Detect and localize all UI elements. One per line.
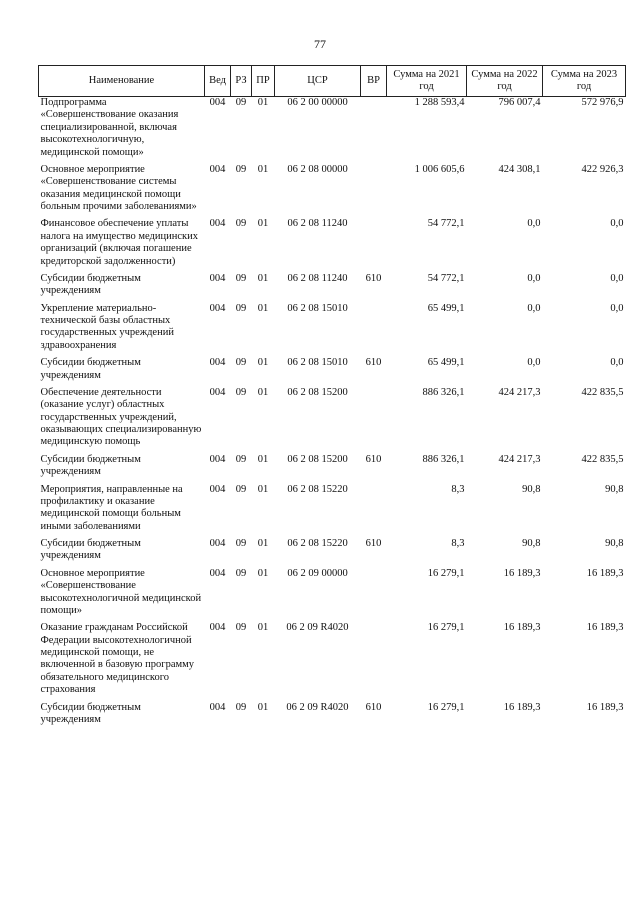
cell-rz: 09: [235, 483, 247, 495]
header-vr: ВР: [361, 66, 387, 97]
cell-sum-2023: 422 835,5: [581, 386, 624, 398]
cell-ved: 004: [209, 218, 226, 230]
cell-sum-2022: 424 308,1: [498, 163, 541, 175]
cell-rz: 09: [235, 272, 247, 284]
header-pr: ПР: [252, 66, 275, 97]
cell-sum-2021: 54 772,1: [427, 272, 465, 284]
cell-pr: 01: [257, 483, 269, 495]
cell-sum-2022: 0,0: [527, 302, 541, 314]
cell-csr: 06 2 00 00000: [287, 97, 348, 108]
cell-rz: 09: [235, 302, 247, 314]
cell-pr: 01: [257, 97, 269, 108]
cell-sum-2023: 0,0: [610, 218, 624, 230]
cell-ved: 004: [209, 567, 226, 579]
cell-vr: [361, 218, 387, 273]
cell-sum-2023: 422 835,5: [581, 453, 624, 465]
cell-vr: [361, 164, 387, 219]
cell-ved: 004: [209, 453, 226, 465]
cell-name: Субсидии бюджетным учреждениям: [40, 701, 141, 725]
cell-rz: 09: [235, 622, 247, 634]
cell-rz: 09: [235, 386, 247, 398]
cell-pr: 01: [257, 386, 269, 398]
table-row: [39, 484, 626, 539]
cell-sum-2023: 90,8: [605, 483, 624, 495]
header-name: Наименование: [39, 66, 205, 97]
cell-pr: 01: [257, 302, 269, 314]
cell-sum-2022: 424 217,3: [498, 453, 541, 465]
cell-name: Подпрограмма «Совершенствование оказания специализированной, включая высокотехнологичную, медицинской помощи»: [40, 97, 179, 158]
cell-sum-2022: 424 217,3: [498, 386, 541, 398]
table-row: [39, 454, 626, 484]
cell-sum-2021: 8,3: [451, 483, 465, 495]
cell-vr: [361, 387, 387, 454]
cell-ved: 004: [209, 386, 226, 398]
cell-ved: 004: [209, 622, 226, 634]
header-csr: ЦСР: [275, 66, 361, 97]
table-row: [39, 568, 626, 623]
cell-ved: 004: [209, 701, 226, 713]
cell-rz: 09: [235, 357, 247, 369]
cell-rz: 09: [235, 97, 247, 108]
cell-csr: 06 2 09 R4020: [286, 622, 349, 634]
page-number: 77: [314, 37, 326, 51]
cell-csr: 06 2 08 15010: [287, 302, 348, 314]
cell-sum-2022: 0,0: [527, 272, 541, 284]
cell-ved: 004: [209, 538, 226, 549]
cell-ved: 004: [209, 357, 226, 369]
cell-pr: 01: [257, 538, 269, 549]
cell-csr: 06 2 09 R4020: [286, 701, 349, 713]
cell-sum-2021: 1 288 593,4: [414, 97, 465, 108]
cell-name: Субсидии бюджетным учреждениям: [40, 272, 141, 297]
table-row: [39, 538, 626, 568]
cell-vr: 610: [365, 701, 382, 713]
cell-pr: 01: [257, 622, 269, 634]
header-sum-2021: Сумма на 2021 год: [387, 66, 467, 97]
cell-name: Субсидии бюджетным учреждениям: [40, 453, 141, 478]
header-ved: Вед: [205, 66, 231, 97]
cell-csr: 06 2 08 11240: [287, 272, 348, 284]
cell-pr: 01: [257, 272, 269, 284]
cell-name: Субсидии бюджетным учреждениям: [40, 538, 141, 562]
cell-sum-2022: 90,8: [522, 483, 541, 495]
cell-sum-2021: 16 279,1: [427, 701, 465, 713]
cell-sum-2021: 8,3: [451, 538, 465, 549]
cell-ved: 004: [209, 163, 226, 175]
table-row: [39, 164, 626, 219]
cell-sum-2023: 0,0: [610, 302, 624, 314]
cell-vr: 610: [365, 538, 382, 549]
cell-sum-2023: 0,0: [610, 357, 624, 369]
cell-pr: 01: [257, 453, 269, 465]
cell-vr: 610: [365, 453, 382, 465]
cell-sum-2021: 65 499,1: [427, 357, 465, 369]
cell-vr: [361, 622, 387, 701]
cell-sum-2021: 886 326,1: [422, 453, 465, 465]
cell-sum-2021: 16 279,1: [427, 622, 465, 634]
cell-csr: 06 2 08 15220: [287, 483, 348, 495]
cell-csr: 06 2 08 00000: [287, 163, 348, 175]
cell-sum-2023: 16 189,3: [586, 567, 624, 579]
cell-vr: 610: [365, 272, 382, 284]
cell-name: Основное мероприятие «Совершенствование системы оказания медицинской помощи больным прочими заболеваниями»: [40, 163, 197, 212]
cell-sum-2021: 1 006 605,6: [414, 163, 465, 175]
table-header-row: [39, 66, 626, 97]
cell-sum-2021: 65 499,1: [427, 302, 465, 314]
cell-name: Оказание гражданам Российской Федерации высокотехнологичной медицинской помощи, не включенной в базовую программу обязательного медицинского страхования: [40, 622, 195, 696]
cell-pr: 01: [257, 567, 269, 579]
cell-sum-2021: 54 772,1: [427, 218, 465, 230]
cell-rz: 09: [235, 567, 247, 579]
cell-name: Мероприятия, направленные на профилактику и оказание медицинской помощи больным иными заболеваниями: [40, 483, 183, 532]
cell-csr: 06 2 08 15200: [287, 386, 348, 398]
budget-table: [38, 65, 626, 731]
cell-sum-2023: 16 189,3: [586, 622, 624, 634]
cell-vr: 610: [365, 357, 382, 369]
cell-rz: 09: [235, 163, 247, 175]
header-sum-2022: Сумма на 2022 год: [467, 66, 543, 97]
cell-sum-2022: 0,0: [527, 357, 541, 369]
cell-pr: 01: [257, 357, 269, 369]
cell-ved: 004: [209, 483, 226, 495]
cell-sum-2022: 16 189,3: [503, 701, 541, 713]
cell-vr: [361, 97, 387, 164]
cell-sum-2022: 16 189,3: [503, 622, 541, 634]
cell-name: Укрепление материально-технической базы областных государственных учреждений здравоохранения: [40, 302, 174, 351]
cell-name: Финансовое обеспечение уплаты налога на имущество медицинских организаций (включая погашение кредиторской задолженности): [40, 218, 199, 267]
cell-vr: [361, 484, 387, 539]
cell-vr: [361, 568, 387, 623]
cell-name: Основное мероприятие «Совершенствование высокотехнологичной медицинской помощи»: [40, 567, 202, 616]
cell-rz: 09: [235, 453, 247, 465]
cell-csr: 06 2 08 15220: [287, 538, 348, 549]
cell-vr: [361, 303, 387, 358]
cell-ved: 004: [209, 97, 226, 108]
table-row: [39, 622, 626, 701]
header-sum-2023: Сумма на 2023 год: [543, 66, 626, 97]
cell-sum-2021: 886 326,1: [422, 386, 465, 398]
table-row: [39, 387, 626, 454]
cell-rz: 09: [235, 218, 247, 230]
cell-name: Обеспечение деятельности (оказание услуг) областных государственных учреждений, оказывающих специализированную медицинскую помощь: [40, 386, 202, 448]
table-row: [39, 303, 626, 358]
cell-sum-2023: 0,0: [610, 272, 624, 284]
header-rz: РЗ: [231, 66, 252, 97]
cell-ved: 004: [209, 272, 226, 284]
cell-csr: 06 2 09 00000: [287, 567, 348, 579]
cell-sum-2022: 0,0: [527, 218, 541, 230]
cell-sum-2023: 16 189,3: [586, 701, 624, 713]
cell-ved: 004: [209, 302, 226, 314]
cell-pr: 01: [257, 163, 269, 175]
cell-csr: 06 2 08 11240: [287, 218, 348, 230]
cell-sum-2022: 16 189,3: [503, 567, 541, 579]
table-row: [39, 702, 626, 732]
cell-pr: 01: [257, 218, 269, 230]
table-row: [39, 273, 626, 303]
cell-sum-2021: 16 279,1: [427, 567, 465, 579]
table-row: [39, 97, 626, 164]
cell-pr: 01: [257, 701, 269, 713]
cell-sum-2022: 796 007,4: [498, 97, 541, 108]
cell-sum-2023: 422 926,3: [581, 163, 624, 175]
cell-name: Субсидии бюджетным учреждениям: [40, 357, 141, 381]
cell-sum-2022: 90,8: [522, 538, 541, 549]
cell-csr: 06 2 08 15010: [287, 357, 348, 369]
cell-rz: 09: [235, 701, 247, 713]
cell-rz: 09: [235, 538, 247, 549]
table-body: [39, 97, 626, 732]
cell-sum-2023: 572 976,9: [581, 97, 624, 108]
table-row: [39, 218, 626, 273]
cell-csr: 06 2 08 15200: [287, 453, 348, 465]
table-row: [39, 357, 626, 387]
cell-sum-2023: 90,8: [605, 538, 624, 549]
